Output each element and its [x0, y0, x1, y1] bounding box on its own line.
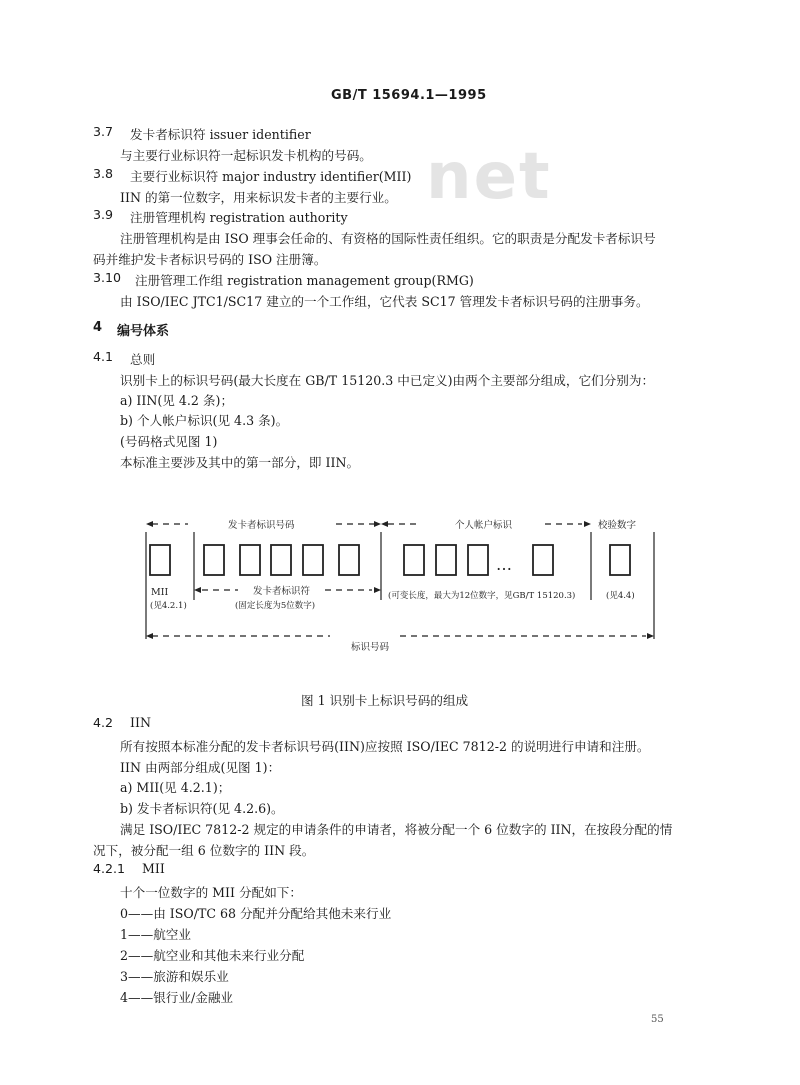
term-heading: 发卡者标识符 issuer identifier: [130, 127, 311, 142]
term-heading: 注册管理工作组 registration management group(RMG): [135, 273, 474, 288]
body-text: 本标准主要涉及其中的第一部分，即 IIN。: [120, 455, 360, 470]
definition-text: 码并维护发卡者标识号码的 ISO 注册簿。: [93, 252, 327, 267]
iin-top-label: 发卡者标识号码: [228, 520, 295, 531]
account-note: (可变长度，最大为12位数字，见GB/T 15120.3): [388, 591, 576, 601]
figure-caption: 图 1 识别卡上标识号码的组成: [301, 693, 469, 708]
body-text: 所有按照本标准分配的发卡者标识号码(IIN)应按照 ISO/IEC 7812-2 的说明进行申请和注册。: [120, 739, 650, 754]
total-label: 标识号码: [351, 642, 390, 653]
list-item: 3——旅游和娱乐业: [120, 969, 229, 984]
clause-number: 3.9: [93, 207, 114, 222]
clause-number: 4.2.1: [93, 861, 126, 876]
list-item: a) MII(见 4.2.1)；: [120, 780, 231, 795]
list-item: 0——由 ISO/TC 68 分配并分配给其他未来行业: [120, 906, 392, 921]
ellipsis-label: …: [496, 555, 512, 574]
term-heading: 注册管理机构 registration authority: [130, 210, 348, 225]
body-text: (号码格式见图 1): [120, 434, 218, 449]
watermark: net: [426, 140, 552, 214]
term-heading: 主要行业标识符 major industry identifier(MII): [130, 169, 412, 184]
clause-title: IIN: [130, 715, 151, 730]
list-item: 1——航空业: [120, 927, 191, 942]
mii-ref: (见4.2.1): [150, 601, 187, 611]
clause-number: 3.10: [93, 270, 122, 285]
definition-text: 与主要行业标识符一起标识发卡机构的号码。: [120, 148, 372, 163]
page-number: 55: [651, 1014, 664, 1025]
definition-text: 由 ISO/IEC JTC1/SC17 建立的一个工作组，它代表 SC17 管理发卡者标识号码的注册事务。: [120, 294, 649, 309]
clause-title: MII: [142, 861, 165, 876]
body-text: IIN 由两部分组成(见图 1)：: [120, 760, 281, 775]
list-item: b) 个人帐户标识(见 4.3 条)。: [120, 413, 289, 428]
mii-label: MII: [151, 587, 169, 598]
list-item: 2——航空业和其他未来行业分配: [120, 948, 305, 963]
page-header: GB/T 15694.1—1995: [331, 88, 487, 103]
list-item: a) IIN(见 4.2 条)；: [120, 393, 234, 408]
clause-number: 4.1: [93, 349, 114, 364]
section-title: 编号体系: [117, 324, 170, 339]
clause-title: 总则: [130, 352, 156, 367]
clause-number: 3.7: [93, 124, 114, 139]
issuer-length: (固定长度为5位数字): [235, 601, 316, 611]
definition-text: 注册管理机构是由 ISO 理事会任命的、有资格的国际性责任组织。它的职责是分配发卡者标识号: [120, 231, 656, 246]
clause-number: 4.2: [93, 715, 114, 730]
body-text: 况下，被分配一组 6 位数字的 IIN 段。: [93, 843, 315, 858]
list-item: 4——银行业/金融业: [120, 990, 234, 1005]
clause-number: 3.8: [93, 166, 114, 181]
definition-text: IIN 的第一位数字，用来标识发卡者的主要行业。: [120, 190, 397, 205]
body-text: 识别卡上的标识号码(最大长度在 GB/T 15120.3 中已定义)由两个主要部分组成，它们分别为：: [120, 373, 655, 388]
list-item: b) 发卡者标识符(见 4.2.6)。: [120, 801, 284, 816]
body-text: 十个一位数字的 MII 分配如下：: [120, 885, 302, 900]
issuer-label: 发卡者标识符: [253, 586, 311, 597]
check-digit-label: 校验数字: [598, 520, 637, 531]
check-ref: (见4.4): [606, 591, 635, 601]
section-number: 4: [93, 320, 103, 335]
body-text: 满足 ISO/IEC 7812-2 规定的申请条件的申请者，将被分配一个 6 位数字的 IIN，在按段分配的情: [120, 822, 673, 837]
account-label: 个人帐户标识: [455, 520, 513, 531]
